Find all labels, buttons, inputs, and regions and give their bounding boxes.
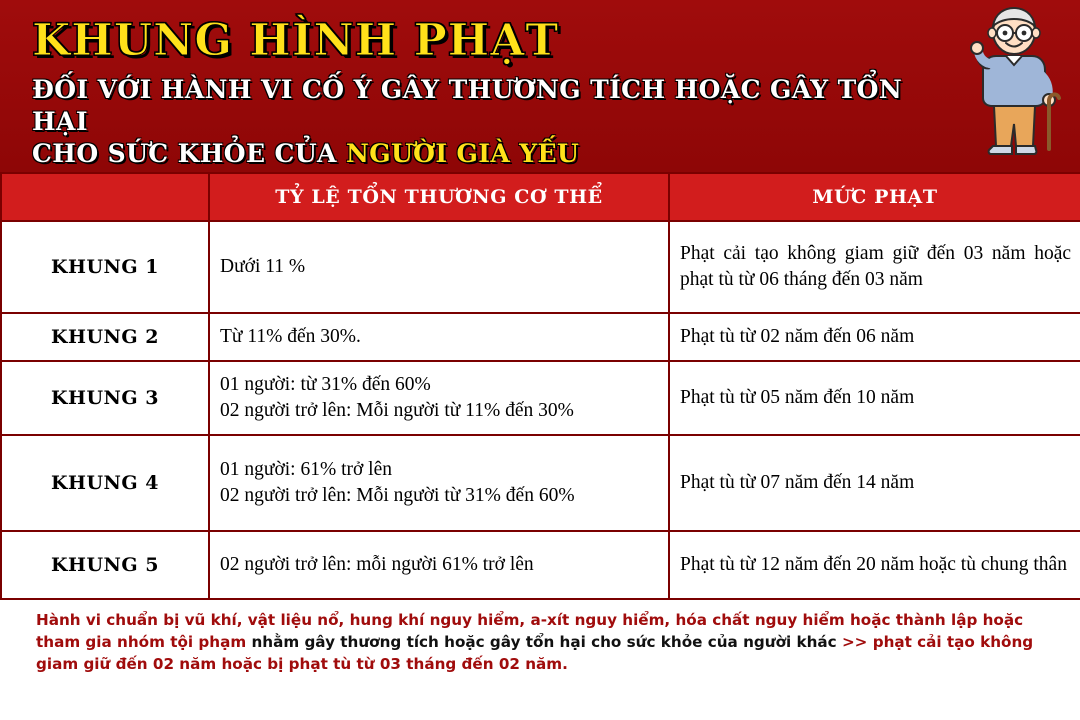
table-row — [1, 221, 1080, 313]
row-penalty: Phạt tù từ 05 năm đến 10 năm — [669, 361, 1080, 435]
table-row — [1, 313, 1080, 361]
row-label: KHUNG 4 — [1, 435, 209, 531]
rate-line: 02 người trở lên: Mỗi người từ 31% đến 60% — [220, 485, 575, 506]
table-header-row — [1, 173, 1080, 221]
row-penalty: Phạt cải tạo không giam giữ đến 03 năm hoặc phạt tù từ 06 tháng đến 03 năm — [669, 221, 1080, 313]
elderly-man-icon — [960, 2, 1070, 172]
penalty-table — [0, 172, 1080, 600]
row-label: KHUNG 1 — [1, 221, 209, 313]
row-label: KHUNG 5 — [1, 531, 209, 599]
table-header-blank — [1, 173, 209, 221]
rate-line: 01 người: từ 31% đến 60% — [220, 374, 431, 396]
header-banner — [0, 0, 1080, 172]
subtitle-line-1: ĐỐI VỚI HÀNH VI CỐ Ý GÂY THƯƠNG TÍCH HOẶC GÂY TỔN HẠI — [32, 75, 903, 137]
rate-line: Từ 11% đến 30%. — [220, 326, 361, 348]
table-header-penalty: MỨC PHẠT — [669, 173, 1080, 221]
row-label: KHUNG 3 — [1, 361, 209, 435]
row-label: KHUNG 2 — [1, 313, 209, 361]
row-rate — [209, 435, 669, 531]
subtitle-line-2-highlight: NGƯỜI GIÀ YẾU — [345, 139, 580, 169]
footnote-part-1: Hành vi chuẩn bị vũ khí, vật liệu nổ, hung khí nguy hiểm, a-xít nguy hiểm, hóa chất nguy hiểm hoặc thành lập hoặc tham gia nhóm tội phạm — [36, 611, 1024, 652]
rate-line: Dưới 11 % — [220, 256, 306, 278]
row-rate — [209, 221, 669, 313]
footnote-part-3: >> phạt cải tạo không giam giữ đến 02 năm hoặc bị phạt tù từ 03 tháng đến 02 năm. — [36, 633, 1034, 674]
row-rate — [209, 531, 669, 599]
row-rate — [209, 361, 669, 435]
subtitle-line-2-prefix: CHO SỨC KHỎE CỦA — [32, 139, 346, 169]
rate-line: 02 người trở lên: Mỗi người từ 11% đến 30% — [220, 400, 574, 421]
footnote-part-2: nhằm gây thương tích hoặc gây tổn hại cho sức khỏe của người khác — [251, 633, 842, 652]
row-penalty: Phạt tù từ 07 năm đến 14 năm — [669, 435, 1080, 531]
rate-line: 02 người trở lên: mỗi người 61% trở lên — [220, 554, 534, 576]
footnote — [0, 600, 1080, 685]
row-penalty: Phạt tù từ 12 năm đến 20 năm hoặc tù chung thân — [669, 531, 1080, 599]
page-subtitle — [32, 74, 962, 170]
table-row — [1, 435, 1080, 531]
row-penalty: Phạt tù từ 02 năm đến 06 năm — [669, 313, 1080, 361]
rate-line: 01 người: 61% trở lên — [220, 459, 393, 481]
table-row — [1, 361, 1080, 435]
table-row — [1, 531, 1080, 599]
table-header-rate: TỶ LỆ TỔN THƯƠNG CƠ THỂ — [209, 173, 669, 221]
page-title: KHUNG HÌNH PHẠT — [32, 15, 560, 66]
penalty-table-container — [0, 172, 1080, 600]
row-rate — [209, 313, 669, 361]
